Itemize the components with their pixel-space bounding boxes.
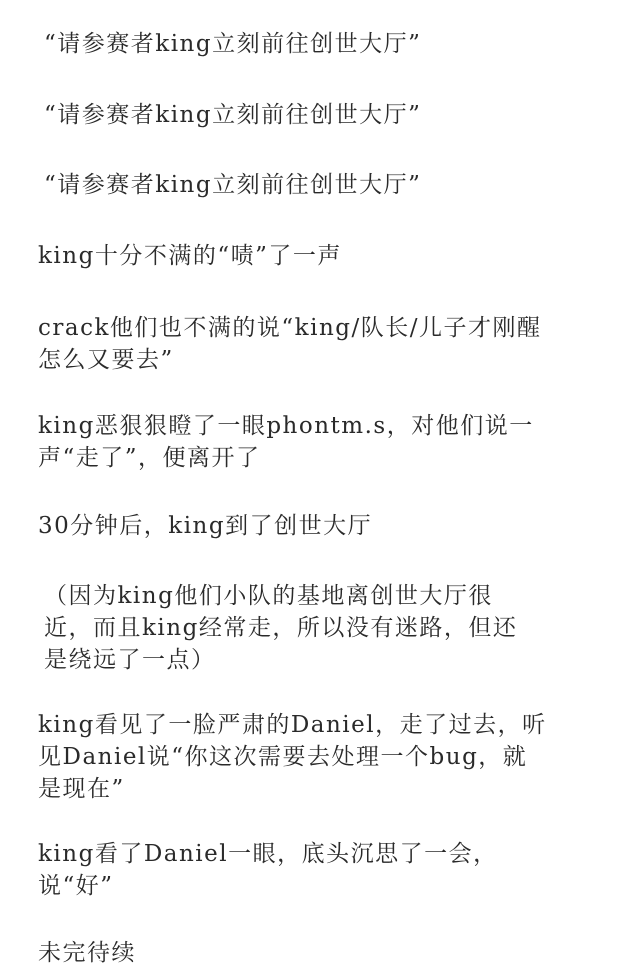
paragraph-king-glares <box>38 410 608 474</box>
text-line: 是绕远了一点） <box>44 647 216 673</box>
text-line: 未完待续 <box>38 940 136 966</box>
paragraph-announcement-2 <box>44 99 614 131</box>
paragraph-thirty-minutes-later <box>38 510 608 542</box>
text-line: king看见了一脸严肃的Daniel，走了过去，听 <box>38 712 547 738</box>
text-line: 是现在” <box>38 776 125 802</box>
paragraph-king-tsk <box>38 240 608 272</box>
paragraph-daniel-speaks <box>38 709 608 805</box>
text-line: “请参赛者king立刻前往创世大厅” <box>44 31 422 57</box>
paragraph-announcement-3 <box>44 169 614 201</box>
text-line: 声“走了”，便离开了 <box>38 445 261 471</box>
text-line: king十分不满的“啧”了一声 <box>38 243 342 269</box>
text-line: king看了Daniel一眼，底头沉思了一会， <box>38 841 498 867</box>
text-line: “请参赛者king立刻前往创世大厅” <box>44 102 422 128</box>
paragraph-king-agrees <box>38 838 608 902</box>
paragraph-aside-base <box>44 580 614 676</box>
text-line: 见Daniel说“你这次需要去处理一个bug，就 <box>38 744 528 770</box>
text-line: “请参赛者king立刻前往创世大厅” <box>44 172 422 198</box>
paragraph-to-be-continued <box>38 937 608 969</box>
text-line: 近，而且king经常走，所以没有迷路，但还 <box>44 615 518 641</box>
text-line: king恶狠狠瞪了一眼phontm.s，对他们说一 <box>38 413 534 439</box>
text-line: crack他们也不满的说“king/队长/儿子才刚醒 <box>38 315 542 341</box>
paragraph-crack-complains <box>38 312 608 376</box>
text-line: 怎么又要去” <box>38 347 174 373</box>
text-line: 说“好” <box>38 873 114 899</box>
text-line: 30分钟后，king到了创世大厅 <box>38 513 373 539</box>
text-line: （因为king他们小队的基地离创世大厅很 <box>44 583 493 609</box>
paragraph-announcement-1 <box>44 28 614 60</box>
